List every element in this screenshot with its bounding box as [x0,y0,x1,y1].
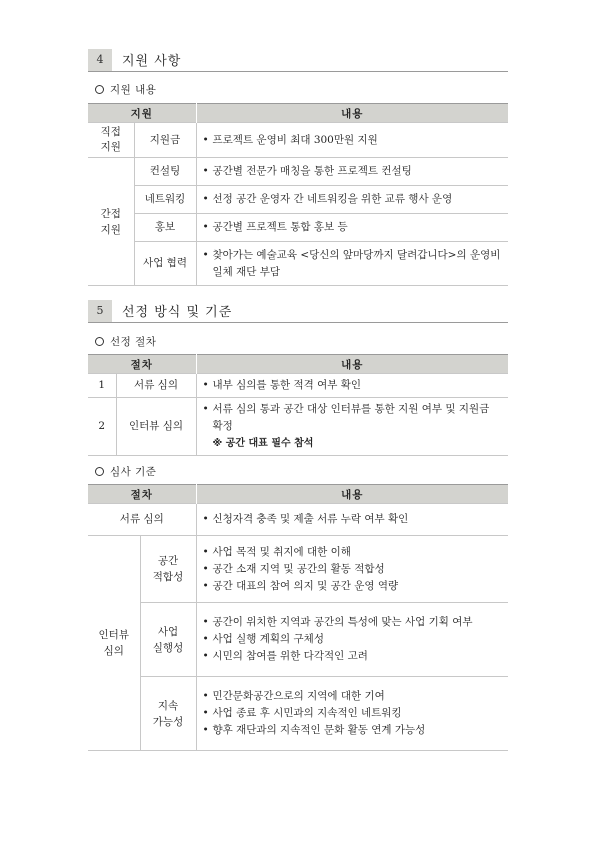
header-content: 내용 [196,355,508,374]
review-criteria-table [88,484,508,751]
doc-review-name: 서류 심의 [88,504,196,536]
section-title: 지원 사항 [122,54,182,69]
section-number: 4 [88,49,112,71]
step-number: 2 [88,398,116,456]
attendance-note: ※ 공간 대표 필수 참석 [212,438,314,449]
section-title: 선정 방식 및 기준 [122,305,233,320]
indirect-support-label: 간접 지원 [88,158,134,286]
criteria-name: 공간 적합성 [140,536,196,603]
step-content: • 내부 심의를 통한 적격 여부 확인 [196,374,508,398]
subheading-review-criteria: 심사 기준 [95,464,156,479]
section-number: 5 [88,300,112,322]
step-number: 1 [88,374,116,398]
support-table [88,103,508,286]
support-item: 사업 협력 [134,242,196,286]
header-process: 절차 [88,485,196,504]
criteria-items: • 민간문화공간으로의 지역에 대한 기여 • 사업 종료 후 시민과의 지속적인 네트워킹 • 향후 재단과의 지속적인 문화 활동 연계 가능성 [196,677,508,751]
criteria-name: 지속 가능성 [140,677,196,751]
circle-bullet-icon [95,467,104,476]
step-name: 서류 심의 [116,374,196,398]
circle-bullet-icon [95,85,104,94]
support-content: • 선정 공간 운영자 간 네트워킹을 위한 교류 행사 운영 [196,186,508,214]
header-content: 내용 [196,104,508,123]
support-content: • 찾아가는 예술교육 <당신의 앞마당까지 달려갑니다>의 운영비 일체 재단 부담 [196,242,508,286]
step-name: 인터뷰 심의 [116,398,196,456]
header-content: 내용 [196,485,508,504]
interview-review-label: 인터뷰 심의 [88,536,140,751]
criteria-name: 사업 실행성 [140,603,196,677]
support-item: 네트워킹 [134,186,196,214]
step-content: • 서류 심의 통과 공간 대상 인터뷰를 통한 지원 여부 및 지원금 확정 ※ 공간 대표 필수 참석 [196,398,508,456]
subheading-support-content: 지원 내용 [95,82,156,97]
header-support: 지원 [88,104,196,123]
doc-review-content: • 신청자격 충족 및 제출 서류 누락 여부 확인 [196,504,508,536]
direct-support-label: 직접 지원 [88,123,134,158]
support-content: • 프로젝트 운영비 최대 300만원 지원 [196,123,508,158]
circle-bullet-icon [95,337,104,346]
support-item: 홍보 [134,214,196,242]
support-item: 컨설팅 [134,158,196,186]
support-item: 지원금 [134,123,196,158]
section-5-heading [88,299,508,323]
section-4-heading [88,48,508,72]
subheading-selection-process: 선정 절차 [95,334,156,349]
support-content: • 공간별 전문가 매칭을 통한 프로젝트 컨설팅 [196,158,508,186]
criteria-items: • 공간이 위치한 지역과 공간의 특성에 맞는 사업 기획 여부 • 사업 실행 계획의 구체성 • 시민의 참여를 위한 다각적인 고려 [196,603,508,677]
header-process: 절차 [88,355,196,374]
support-content: • 공간별 프로젝트 통합 홍보 등 [196,214,508,242]
selection-process-table [88,354,508,456]
criteria-items: • 사업 목적 및 취지에 대한 이해 • 공간 소재 지역 및 공간의 활동 적합성 • 공간 대표의 참여 의지 및 공간 운영 역량 [196,536,508,603]
